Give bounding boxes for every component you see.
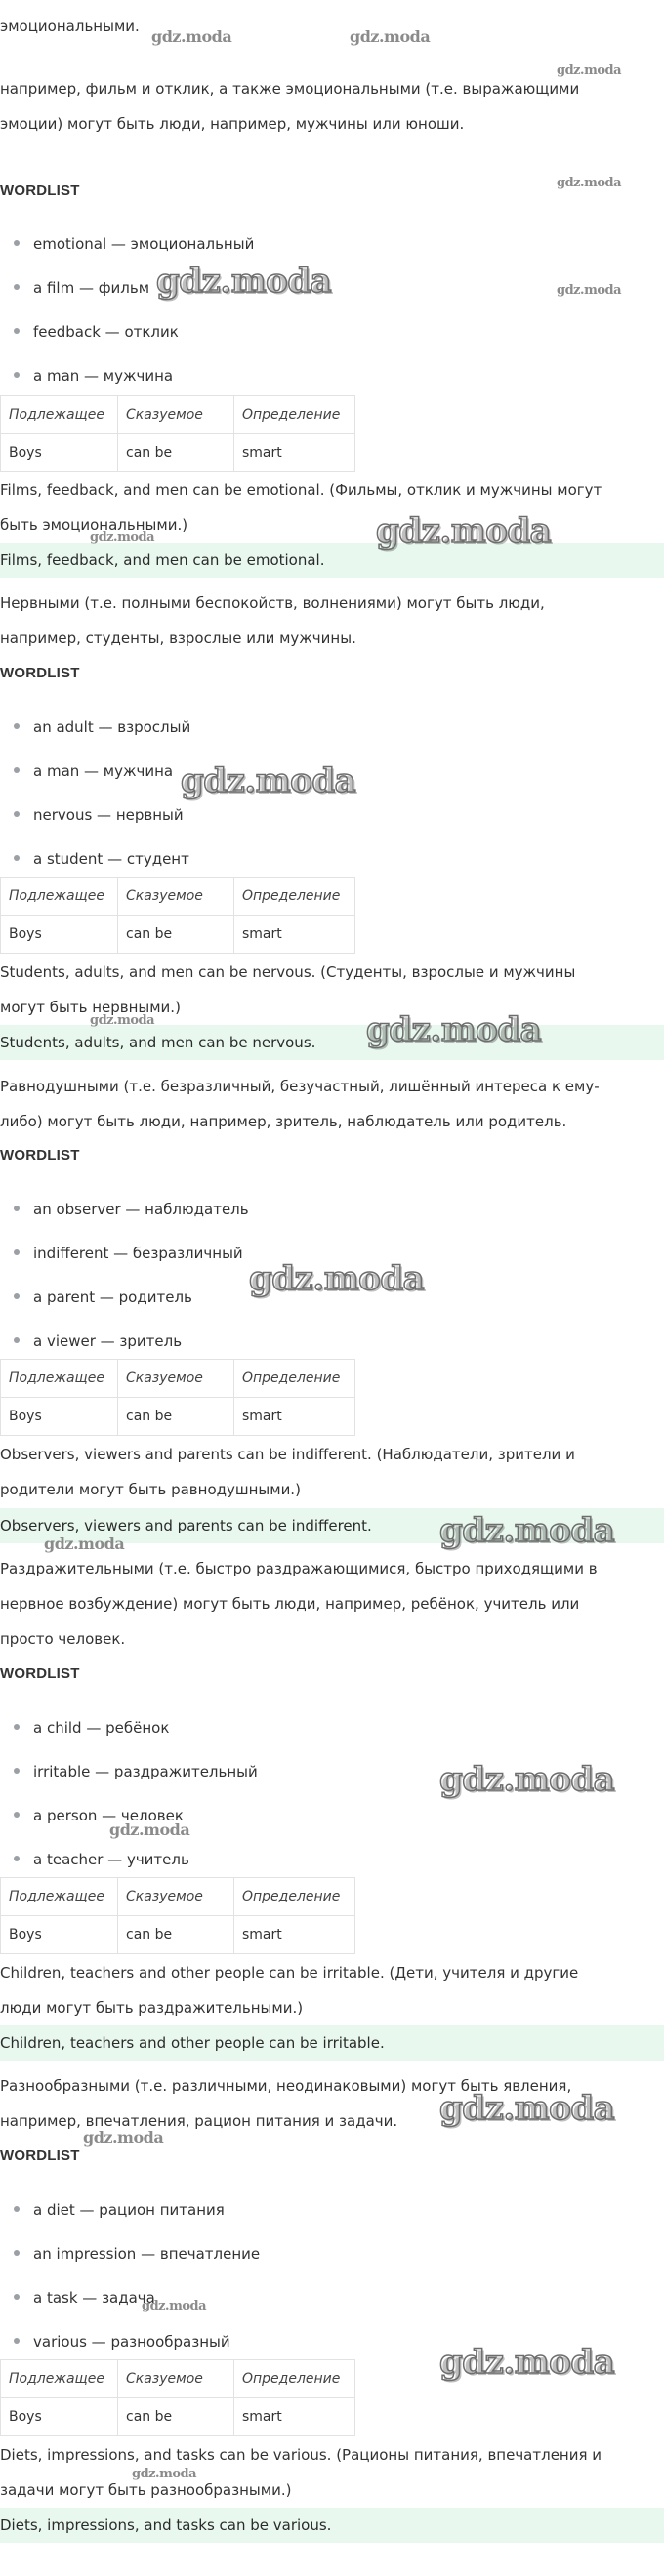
watermark-logo: gdz.moda <box>366 1010 542 1049</box>
table-header-predicate: Сказуемое <box>118 1878 234 1916</box>
table-cell-attribute: smart <box>234 1916 355 1954</box>
watermark-logo: gdz.moda <box>350 27 431 46</box>
answer-highlight: Children, teachers and other people can be irritable. <box>0 2025 664 2061</box>
wordlist-heading: WORDLIST <box>0 183 80 199</box>
intro-line-2: например, студенты, взрослые или мужчины. <box>0 630 356 647</box>
top-text-line-3: эмоции) могут быть люди, например, мужчины или юноши. <box>0 115 465 133</box>
table-header-subject: Подлежащее <box>1 2360 118 2398</box>
table-cell-predicate: can be <box>118 1398 234 1436</box>
answer-highlight: Films, feedback, and men can be emotional. <box>0 543 664 578</box>
watermark-logo: gdz.moda <box>181 761 356 800</box>
intro-line-2: например, впечатления, рацион питания и задачи. <box>0 2112 398 2130</box>
table-header-attribute: Определение <box>234 878 355 916</box>
table-cell-predicate: can be <box>118 1916 234 1954</box>
wordlist-item: various — разнообразный <box>14 2332 230 2351</box>
wordlist-item: an observer — наблюдатель <box>14 1200 249 1219</box>
watermark-logo: gdz.moda <box>90 1013 155 1028</box>
table-cell-predicate: can be <box>118 434 234 472</box>
wordlist-item: a teacher — учитель <box>14 1850 189 1869</box>
table-header-attribute: Определение <box>234 396 355 434</box>
sentence-parts-table <box>0 1877 355 1954</box>
top-text-line-1: эмоциональными. <box>0 18 140 35</box>
table-header-subject: Подлежащее <box>1 878 118 916</box>
watermark-logo: gdz.moda <box>439 2089 615 2128</box>
wordlist-item: emotional — эмоциональный <box>14 234 254 254</box>
wordlist-heading: WORDLIST <box>0 2147 80 2164</box>
watermark-logo: gdz.moda <box>249 1259 425 1298</box>
example-line-1: Observers, viewers and parents can be indifferent. (Наблюдатели, зрители и <box>0 1446 575 1463</box>
wordlist-item: a task — задача <box>14 2288 155 2308</box>
table-header-predicate: Сказуемое <box>118 396 234 434</box>
table-header-predicate: Сказуемое <box>118 878 234 916</box>
wordlist-item: a man — мужчина <box>14 761 173 781</box>
sentence-parts-table <box>0 395 355 472</box>
intro-line-1: Разнообразными (т.е. различными, неодинаковыми) могут быть явления, <box>0 2077 572 2095</box>
wordlist-item: a film — фильм <box>14 278 149 298</box>
top-text-line-2: например, фильм и отклик, а также эмоциональными (т.е. выражающими <box>0 80 580 98</box>
wordlist-item: an impression — впечатление <box>14 2244 260 2264</box>
wordlist-heading: WORDLIST <box>0 1147 80 1164</box>
table-cell-subject: Boys <box>1 916 118 954</box>
table-header-predicate: Сказуемое <box>118 2360 234 2398</box>
table-cell-attribute: smart <box>234 916 355 954</box>
watermark-logo: gdz.moda <box>109 1820 190 1839</box>
example-line-2: быть эмоциональными.) <box>0 516 188 534</box>
sentence-parts-table <box>0 877 355 954</box>
watermark-logo: gdz.moda <box>557 63 622 78</box>
wordlist-item: a diet — рацион питания <box>14 2200 225 2220</box>
watermark-logo: gdz.moda <box>439 1511 615 1550</box>
watermark-logo: gdz.moda <box>156 262 332 301</box>
example-line-2: родители могут быть равнодушными.) <box>0 1481 301 1498</box>
wordlist-item: a child — ребёнок <box>14 1718 169 1738</box>
wordlist-item: a student — студент <box>14 849 189 869</box>
answer-highlight: Diets, impressions, and tasks can be various. <box>0 2508 664 2543</box>
table-cell-subject: Boys <box>1 434 118 472</box>
table-header-attribute: Определение <box>234 1878 355 1916</box>
table-cell-subject: Boys <box>1 2398 118 2436</box>
table-header-subject: Подлежащее <box>1 1360 118 1398</box>
watermark-logo: gdz.moda <box>557 283 622 298</box>
wordlist-item: nervous — нервный <box>14 805 184 825</box>
sentence-parts-table <box>0 1359 355 1436</box>
table-cell-attribute: smart <box>234 434 355 472</box>
wordlist-heading: WORDLIST <box>0 665 80 681</box>
watermark-logo: gdz.moda <box>90 530 155 545</box>
example-line-2: могут быть нервными.) <box>0 999 181 1016</box>
intro-line-2: нервное возбуждение) могут быть люди, например, ребёнок, учитель или <box>0 1595 580 1613</box>
wordlist-item: feedback — отклик <box>14 322 179 342</box>
watermark-logo: gdz.moda <box>557 176 622 190</box>
example-line-1: Films, feedback, and men can be emotional. (Фильмы, отклик и мужчины могут <box>0 481 602 499</box>
intro-line-2: либо) могут быть люди, например, зритель, наблюдатель или родитель. <box>0 1113 567 1130</box>
table-cell-predicate: can be <box>118 916 234 954</box>
example-line-2: люди могут быть раздражительными.) <box>0 1999 304 2017</box>
table-header-attribute: Определение <box>234 2360 355 2398</box>
table-cell-subject: Boys <box>1 1916 118 1954</box>
table-header-subject: Подлежащее <box>1 396 118 434</box>
answer-highlight: Observers, viewers and parents can be indifferent. <box>0 1508 664 1543</box>
table-cell-predicate: can be <box>118 2398 234 2436</box>
table-header-subject: Подлежащее <box>1 1878 118 1916</box>
watermark-logo: gdz.moda <box>439 2343 615 2382</box>
wordlist-item: irritable — раздражительный <box>14 1762 258 1781</box>
table-cell-attribute: smart <box>234 2398 355 2436</box>
example-line-1: Diets, impressions, and tasks can be various. (Рационы питания, впечатления и <box>0 2446 602 2464</box>
wordlist-item: a viewer — зритель <box>14 1331 182 1351</box>
answer-highlight: Students, adults, and men can be nervous. <box>0 1025 664 1060</box>
wordlist-heading: WORDLIST <box>0 1665 80 1682</box>
wordlist-item: a person — человек <box>14 1806 184 1825</box>
intro-line-1: Равнодушными (т.е. безразличный, безучастный, лишённый интереса к ему- <box>0 1078 600 1095</box>
watermark-logo: gdz.moda <box>132 2467 197 2481</box>
watermark-logo: gdz.moda <box>44 1534 125 1553</box>
example-line-1: Students, adults, and men can be nervous. (Студенты, взрослые и мужчины <box>0 963 576 981</box>
intro-line-3: просто человек. <box>0 1630 126 1648</box>
watermark-logo: gdz.moda <box>439 1760 615 1799</box>
sentence-parts-table <box>0 2359 355 2436</box>
intro-line-1: Раздражительными (т.е. быстро раздражающимися, быстро приходящими в <box>0 1560 598 1577</box>
wordlist-item: indifferent — безразличный <box>14 1244 243 1263</box>
table-header-attribute: Определение <box>234 1360 355 1398</box>
watermark-logo: gdz.moda <box>151 27 232 46</box>
watermark-logo: gdz.moda <box>83 2128 164 2147</box>
table-cell-subject: Boys <box>1 1398 118 1436</box>
table-cell-attribute: smart <box>234 1398 355 1436</box>
table-header-predicate: Сказуемое <box>118 1360 234 1398</box>
intro-line-1: Нервными (т.е. полными беспокойств, волнениями) могут быть люди, <box>0 594 545 612</box>
wordlist-item: an adult — взрослый <box>14 717 190 737</box>
example-line-1: Children, teachers and other people can be irritable. (Дети, учителя и другие <box>0 1964 579 1982</box>
wordlist-item: a parent — родитель <box>14 1288 192 1307</box>
watermark-logo: gdz.moda <box>376 511 552 551</box>
wordlist-item: a man — мужчина <box>14 366 173 386</box>
example-line-2: задачи могут быть разнообразными.) <box>0 2481 292 2499</box>
watermark-logo: gdz.moda <box>142 2299 207 2313</box>
